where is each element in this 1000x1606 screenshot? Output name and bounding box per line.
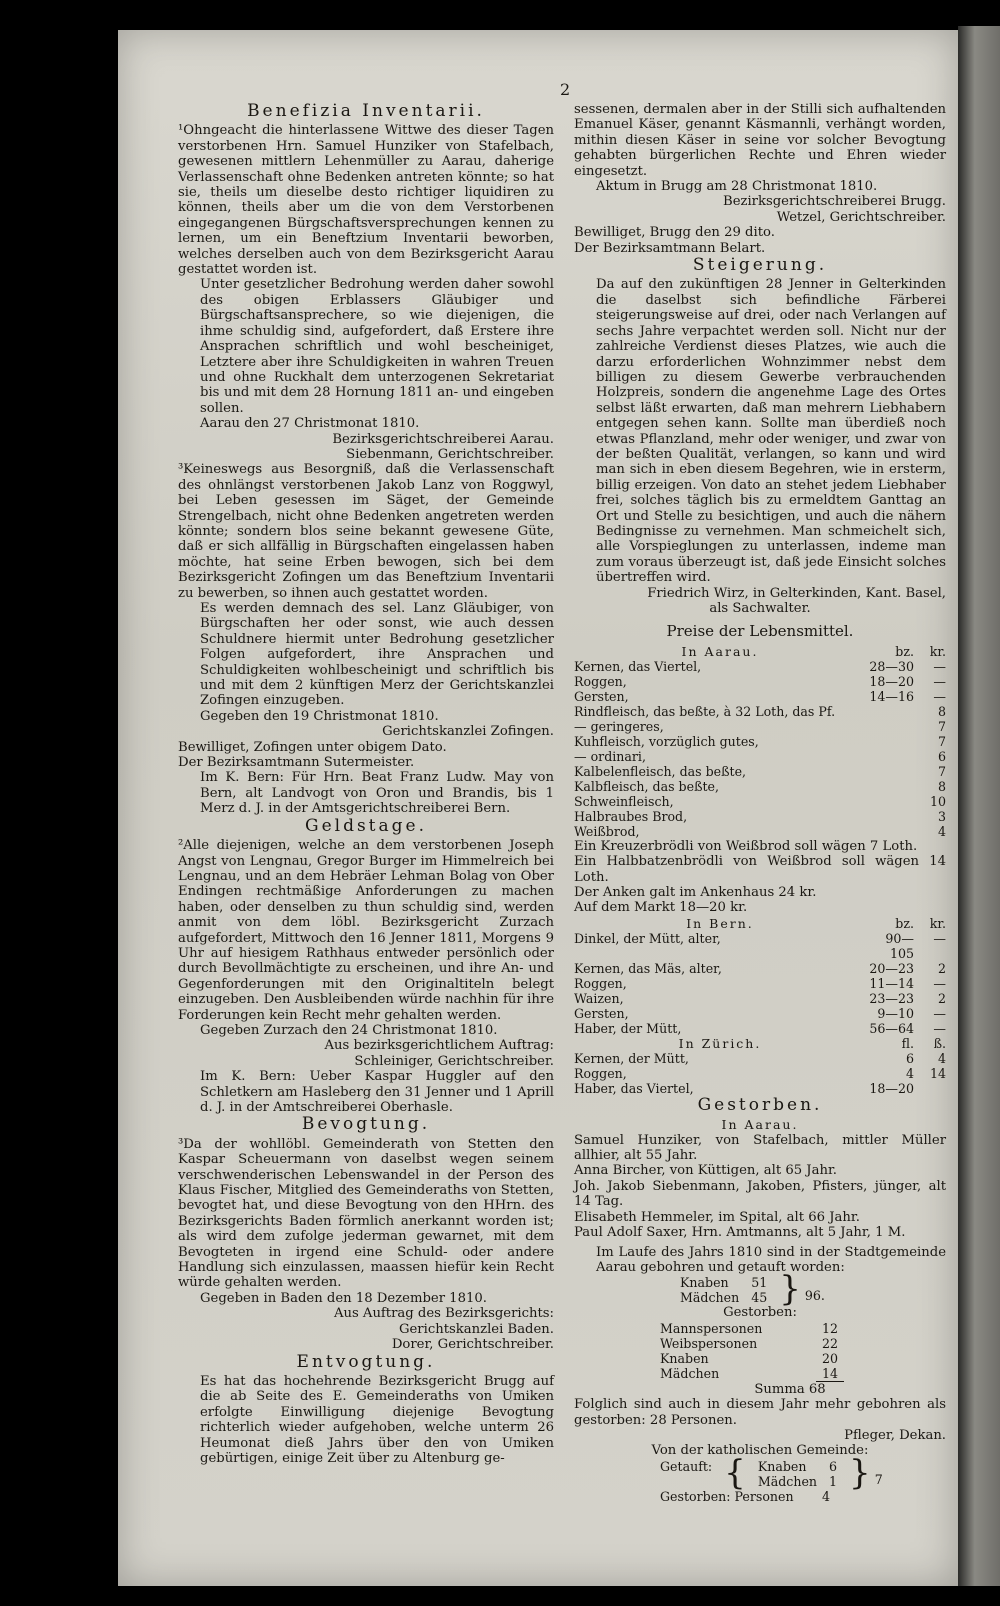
heading-benefizia: Benefizia Inventarii. — [247, 101, 485, 121]
table-row: Roggen, 11—14 — — [574, 975, 946, 991]
heading-gestorben: Gestorben. — [697, 1094, 823, 1115]
signature: Pfleger, Dekan. — [844, 1427, 946, 1443]
bread-rule: Ein Halbbatzenbrödli von Weißbrod soll wägen 14 Loth. — [574, 854, 946, 885]
table-row: Kalbfleisch, das beßte, 8 — [574, 778, 946, 794]
table-row: Mädchen 45 — [680, 1290, 768, 1306]
table-row: Weißbrod, 4 — [574, 823, 946, 839]
location-label: In Bern. — [686, 915, 754, 931]
births-table — [674, 1269, 831, 1310]
table-header — [574, 916, 946, 931]
table-row: Halbraubes Brod, 3 — [574, 808, 946, 824]
paragraph: ²Alle diejenigen, welche an dem verstorbenen Joseph Angst von Lengnau, Gregor Burger im Himmelreich bei Lengnau, und an dem Hebräer Lehman Bolag von Ober Endingen rechtmäßige Anforderungen zu machen haben, oder denselben zu thun schuldig sind, werden anmit von dem löbl. Bezirksgericht Zurzach aufgefordert, Mittwoch den 16 Jenner 1811, Morgens 9 Uhr auf hiesigem Rathhaus entweder persönlich oder durch Bevollmächtigte zu erscheinen, und ihre An- und Gegenforderungen mit den Originaltiteln belegt einzugeben. Den Ausbleibenden würde nachhin für ihre Forderungen kein Recht mehr gehalten werden. — [178, 838, 554, 1023]
location-label: In Zürich. — [678, 1035, 762, 1051]
approval-line: Der Bezirksamtmann Belart. — [574, 240, 766, 256]
table-row: Rindfleisch, das beßte, à 32 Loth, das Pf. 8 — [574, 703, 946, 719]
column-header: kr. — [929, 915, 946, 931]
approval-line: Der Bezirksamtmann Sutermeister. — [178, 755, 415, 771]
table-row: Gersten, 14—16 — — [574, 688, 946, 704]
brace-total: } 96. — [779, 1269, 825, 1310]
butter-price: Auf dem Markt 18—20 kr. — [574, 900, 748, 916]
heading-entvogtung: Entvogtung. — [296, 1351, 436, 1372]
date-line: Aktum in Brugg am 28 Christmonat 1810. — [596, 179, 878, 195]
table-row: Gersten, 9—10 — — [574, 1005, 946, 1021]
table-row: Mannspersonen 12 — [660, 1320, 839, 1336]
table-row: Haber, der Mütt, 56—64 — — [574, 1020, 946, 1036]
date-line: Gegeben in Baden den 18 Dezember 1810. — [200, 1290, 487, 1306]
price-table-zurich — [574, 1036, 946, 1096]
page-number: 2 — [560, 80, 571, 99]
date-line: Gegeben Zurzach den 24 Christmonat 1810. — [200, 1022, 498, 1038]
paragraph: Da auf den zukünftigen 28 Jenner in Gelterkinden die daselbst sich befindliche Färberei steigerungsweise auf drei, oder nach Verlangen auf sechs Jahre verpachtet werden soll. Nicht nur der zahlreiche Verdienst dieses Platzes, wie auch die darzu erforderlichen Wohnzimmer nebst dem billigen zu diesem Gewerbe verbrauchenden Holzpreis, sondern die angenehme Lage des Ortes selbst läßt erwarten, daß man mehrern Liebhabern entgegen sehen kann. Sollte man überdieß noch etwas Pflanzland, mehr oder weniger, und zwar von der beßten Qualität, verlangen, so kann und wird man sich in eben diesem Begehren, wie in ersterm, billig erzeigen. Von dato an stehet jedem Liebhaber frei, solches täglich bis zu ermeldtem Ganttag an Ort und Stelle zu besichtigen, und auch die nähern Bedingnisse zu vernehmen. Man schmeichelt sich, alle Vorspieglungen zu unterlassen, indeme man zum voraus überzeugt ist, daß jede Einsicht solches übertreffen wird. — [596, 277, 946, 586]
signature: Bezirksgerichtschreiberei Brugg. — [723, 194, 946, 210]
left-column — [178, 102, 554, 1466]
table-row: — geringeres, 7 — [574, 718, 946, 734]
price-table-aarau — [574, 644, 946, 839]
price-table-bern — [574, 916, 946, 1036]
table-header — [574, 644, 946, 659]
table-row: Kalbelenfleisch, das beßte, 7 — [574, 763, 946, 779]
table-row: Weibspersonen 22 — [660, 1335, 839, 1351]
column-header: bz. — [895, 643, 914, 659]
heading-preise: Preise der Lebensmittel. — [666, 622, 854, 641]
paragraph: sessenen, dermalen aber in der Stilli sich aufhaltenden Emanuel Käser, genannt Käsmannli, verhängt worden, mithin diesen Käser in seine vor solcher Bevogtung gehabten bürgerlichen Rechte und Ehren wieder eingesetzt. — [574, 102, 946, 179]
paragraph: Es hat das hochehrende Bezirksgericht Brugg auf die ab Seite des E. Gemeinderaths von Umiken erfolgte Einwilligung diejenige Bevogtung richterlich wieder aufgehoben, welche unterm 26 Heumonat dieß Jahrs über den von Umiken gebürtigen, einige Zeit über zu Altenburg ge- — [200, 1373, 554, 1466]
table-row: Getauft: { Knaben 6 } 7 — [660, 1452, 883, 1493]
signature: Dorer, Gerichtschreiber. — [391, 1337, 554, 1353]
table-header — [574, 1036, 946, 1051]
table-row: Knaben 51 } 96. — [674, 1275, 831, 1290]
signature: Aus bezirksgerichtlichem Auftrag: — [324, 1038, 554, 1054]
table-row: Kernen, das Mäs, alter, 20—23 2 — [574, 960, 946, 976]
table-row: Kuhfleisch, vorzüglich gutes, 7 — [574, 733, 946, 749]
approval-line: Bewilliget, Zofingen unter obigem Dato. — [178, 739, 447, 755]
signature: Schleiniger, Gerichtschreiber. — [354, 1053, 554, 1069]
signature: Wetzel, Gerichtschreiber. — [776, 209, 946, 225]
column-header: kr. — [929, 643, 946, 659]
death-entry: Elisabeth Hemmeler, im Spital, alt 66 Jahr. — [574, 1209, 860, 1225]
table-row: Roggen, 4 14 — [574, 1065, 946, 1081]
death-entry: Anna Bircher, von Küttigen, alt 65 Jahr. — [574, 1163, 838, 1179]
right-column — [574, 102, 946, 1504]
table-row: Knaben 20 — [660, 1350, 839, 1366]
table-row: Kernen, der Mütt, 6 4 — [574, 1050, 946, 1066]
catholic-heading: Von der katholischen Gemeinde: — [651, 1443, 869, 1459]
death-entry: Joh. Jakob Siebenmann, Jakoben, Pfisters, jünger, alt 14 Tag. — [574, 1178, 946, 1210]
location-label: In Aarau. — [681, 643, 759, 659]
table-row: Waizen, 23—23 2 — [574, 990, 946, 1006]
signature: Gerichtskanzlei Zofingen. — [382, 724, 554, 740]
paragraph: ³Keineswegs aus Besorgniß, daß die Verlassenschaft des ohnlängst verstorbenen Jakob Lanz von Roggwyl, bei Leben gesessen im Säget, der Gemeinde Strengelbach, nicht ohne Bedenken angetreten werden könnte; sondern blos seine bekannt gewesene Güte, daß er sich allfällig in Bürgschaften eingelassen haben möchte, hat seine Erben bewogen, sich bei dem Bezirksgericht Zofingen um das Beneftzium Inventarii zu bewerben, so ihnen auch gestattet worden. — [178, 462, 554, 601]
death-entry: Samuel Hunziker, von Stafelbach, mittler Müller allhier, alt 55 Jahr. — [574, 1132, 946, 1164]
signature: Friedrich Wirz, in Gelterkinden, Kant. Basel, — [647, 585, 946, 601]
paragraph: Es werden demnach des sel. Lanz Gläubiger, von Bürgschaften her oder sonst, wie auch dessen Schuldnere hiermit unter Bedrohung gesetzlicher Folgen aufgefordert, ihre Ansprachen und Schuldigkeiten wohlbescheinigt und schriftlich bis und mit dem 2 künftigen Merz der Gerichtskanzlei Zofingen einzugeben. — [200, 601, 554, 709]
table-row: Dinkel, der Mütt, alter, 90—105 — — [574, 930, 946, 961]
paragraph: ¹Ohngeacht die hinterlassene Wittwe des dieser Tagen verstorbenen Hrn. Samuel Hunziker von Stafelbach, gewesenen mittlern Lehenmüller zu Aarau, daherige Verlassenschaft ohne Bedenken antreten könnte; so hat sie, theils um dieselbe desto richtiger liquidiren zu können, theils aber um die von dem Verstorbenen eingegangenen Bürgschaftsversprechungen kennen zu lernen, um ein Beneftzium Inventarii beworben, welches derselben auch von dem Bezirksgericht Aarau gestattet worden ist. — [178, 123, 554, 278]
paragraph: ³Da der wohllöbl. Gemeinderath von Stetten den Kaspar Scheuermann von daselbst wegen seinem verschwenderischen Lebenswandel in der Person des Klaus Fischer, Mitglied des Gemeinderaths von Stetten, bevogtet hat, und diese Bevogtung von den HHrn. des Bezirksgerichts Baden förmlich anerkannt worden ist; als wird dem zufolge jederman gewarnet, mit dem Bevogteten in irgend eine Schuld- oder andere Handlung sich einzulassen, maassen hiefür kein Recht würde gehalten werden. — [178, 1136, 554, 1291]
column-header: bz. — [895, 915, 914, 931]
signature: als Sachwalter. — [709, 601, 811, 616]
catholic-table — [654, 1452, 889, 1493]
column-header: fl. — [901, 1035, 914, 1051]
date-line: Gegeben den 19 Christmonat 1810. — [200, 708, 439, 724]
catholic-deaths — [654, 1489, 836, 1504]
paragraph: Im K. Bern: Für Hrn. Beat Franz Ludw. May von Bern, alt Landvogt von Oron und Brandis, bis 1 Merz d. J. in der Amtsgerichtschreiberei Bern. — [200, 770, 554, 817]
approval-line: Bewilliget, Brugg den 29 dito. — [574, 225, 775, 241]
location-label: In Aarau. — [721, 1117, 799, 1133]
statistics-intro: Im Laufe des Jahrs 1810 sind in der Stadtgemeinde Aarau gebohren und getauft worden: — [596, 1244, 946, 1275]
signature: Aus Auftrag des Bezirksgerichts: — [333, 1306, 554, 1322]
signature: Siebenmann, Gerichtschreiber. — [346, 446, 554, 462]
next-page-edge — [958, 26, 1000, 1586]
table-row: Mädchen 1 — [757, 1473, 838, 1489]
table-row: Mädchen 14 — [654, 1366, 844, 1382]
heading-bevogtung: Bevogtung. — [301, 1114, 431, 1135]
summa: Summa 68 — [754, 1381, 826, 1397]
table-row: Haber, das Viertel, 18—20 — [574, 1080, 914, 1096]
table-row: Kernen, das Viertel, 28—30 — — [574, 658, 946, 674]
heading-steigerung: Steigerung. — [692, 255, 828, 276]
signature: Bezirksgerichtschreiberei Aarau. — [332, 431, 554, 447]
column-header: ß. — [933, 1035, 946, 1051]
table-row: Schweinfleisch, 10 — [574, 793, 946, 809]
paragraph: Folglich sind auch in diesem Jahr mehr gebohren als gestorben: 28 Personen. — [574, 1397, 946, 1428]
deaths-table — [654, 1321, 844, 1382]
table-row: — ordinari, 6 — [574, 748, 946, 764]
butter-price: Der Anken galt im Ankenhaus 24 kr. — [574, 885, 817, 901]
signature: Gerichtskanzlei Baden. — [398, 1321, 554, 1337]
table-row: Roggen, 18—20 — — [574, 673, 946, 689]
died-label: Gestorben: — [723, 1305, 797, 1321]
heading-geldstage: Geldstage. — [305, 815, 427, 836]
table-row: Gestorben: Personen 4 — [660, 1488, 831, 1504]
paragraph: Im K. Bern: Ueber Kaspar Huggler auf den Schletkern am Hasleberg den 31 Jenner und 1 Aprill d. J. in der Amtschreiberei Oberhasle. — [200, 1069, 554, 1115]
date-line: Aarau den 27 Christmonat 1810. — [200, 416, 420, 432]
bread-rule: Ein Kreuzerbrödli von Weißbrod soll wägen 7 Loth. — [574, 838, 918, 854]
death-entry: Paul Adolf Saxer, Hrn. Amtmanns, alt 5 Jahr, 1 M. — [574, 1225, 906, 1241]
paragraph: Unter gesetzlicher Bedrohung werden daher sowohl des obigen Erblassers Gläubiger und Bürgschaftsansprechere, so wie diejenigen, die ihme schuldig sind, aufgefordert, daß Erstere ihre Ansprachen schriftlich und wohl bescheiniget, Letztere aber ihre Schuldigkeiten in wahren Treuen und ohne Ruckhalt dem unterzogenen Sekretariat bis und mit dem 28 Hornung 1811 an- und eingeben sollen. — [200, 277, 554, 416]
